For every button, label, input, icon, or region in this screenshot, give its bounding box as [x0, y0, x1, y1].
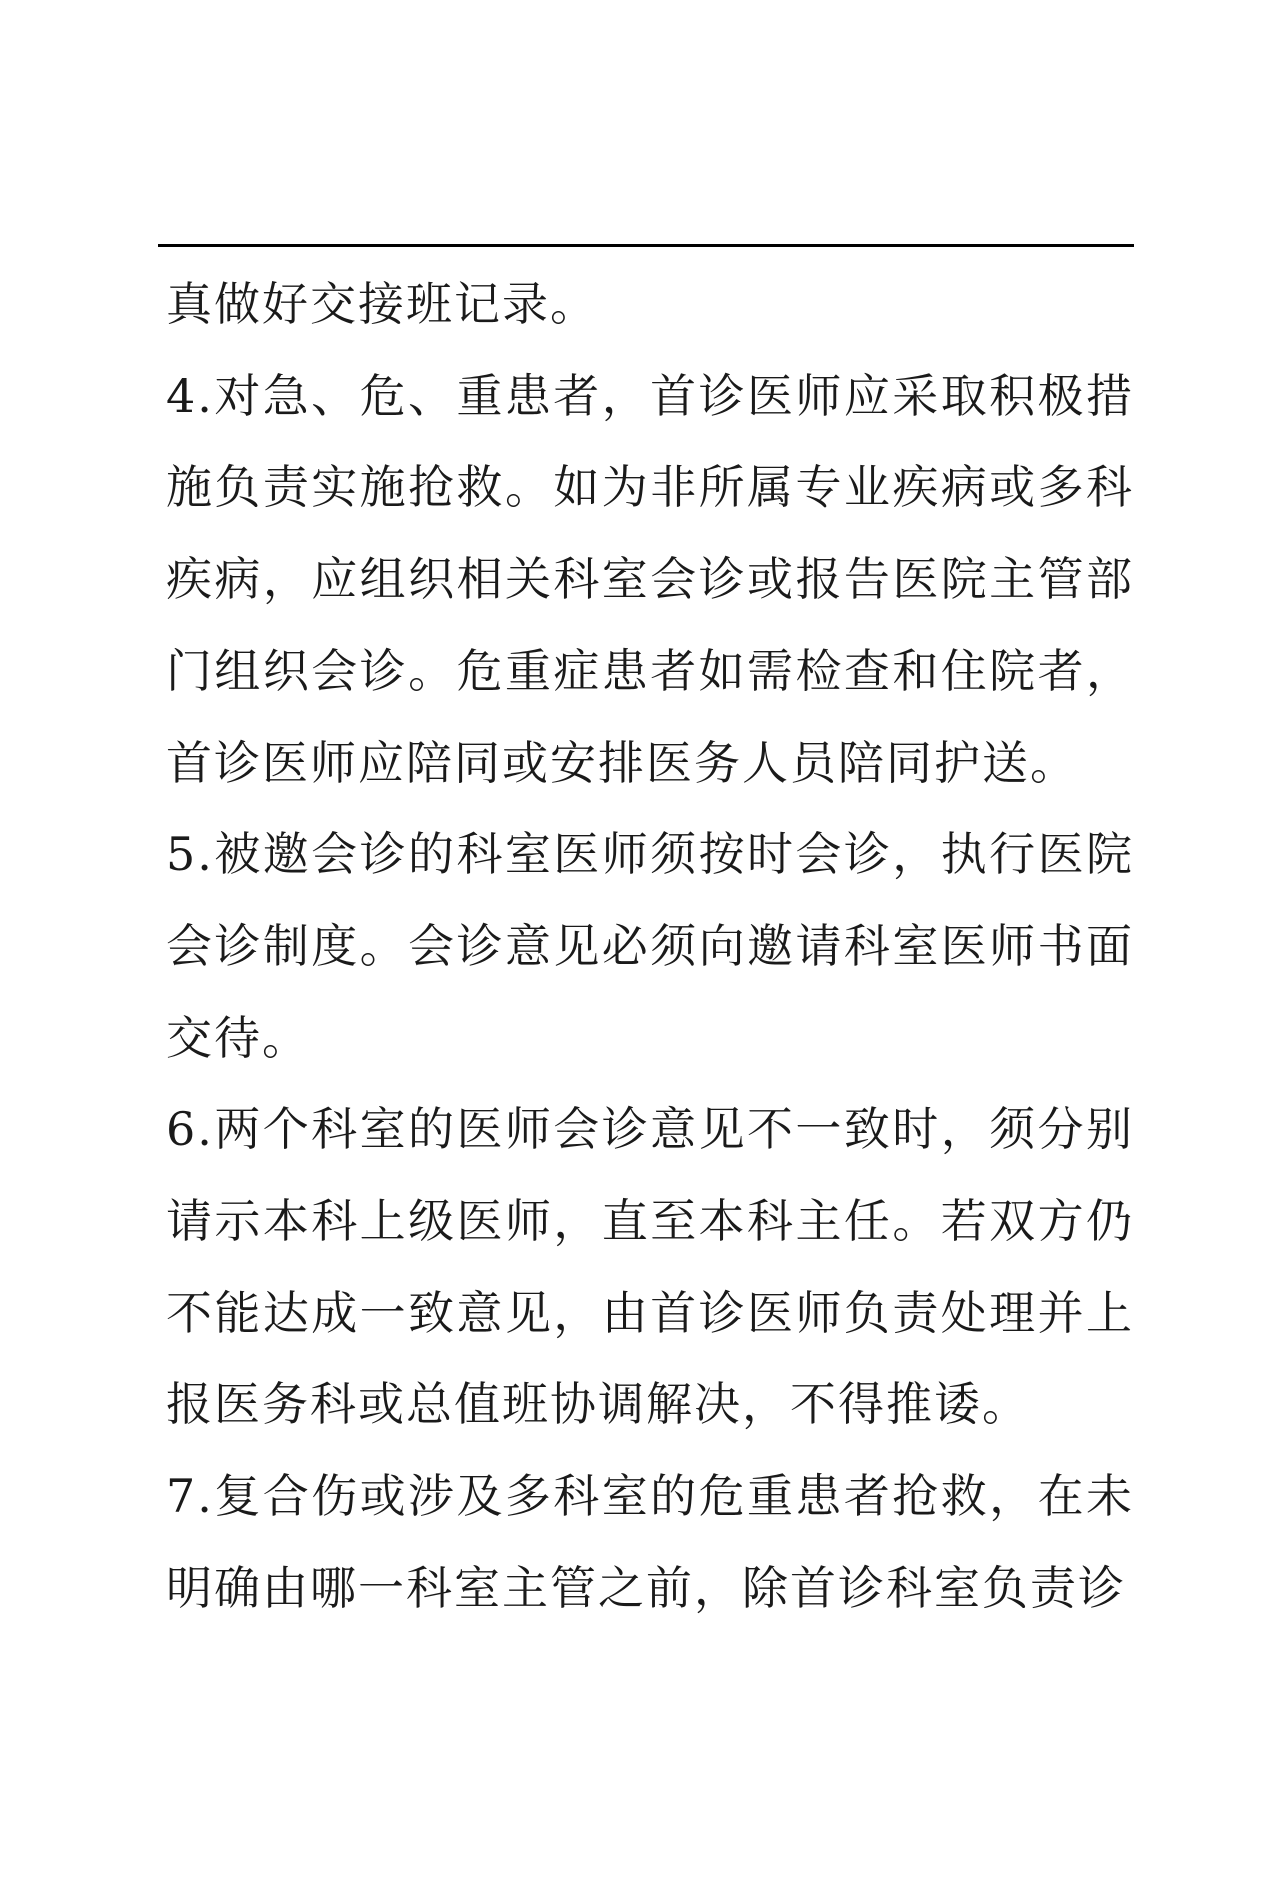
paragraph-item-4: 4.对急、危、重患者，首诊医师应采取积极措施负责实施抢救。如为非所属专业疾病或多科疾病，应组织相关科室会诊或报告医院主管部门组织会诊。危重症患者如需检查和住院者，首诊医师应陪同或安排医务人员陪同护送。	[166, 368, 1134, 790]
paragraph-item-7: 7.复合伤或涉及多科室的危重患者抢救，在未明确由哪一科室主管之前，除首诊科室负责诊	[166, 1469, 1134, 1615]
header-rule	[158, 244, 1134, 247]
paragraph-item-5: 5.被邀会诊的科室医师须按时会诊，执行医院会诊制度。会诊意见必须向邀请科室医师书面交待。	[166, 827, 1134, 1065]
document-body	[166, 259, 1134, 1635]
paragraph-continuation: 真做好交接班记录。	[166, 277, 598, 331]
paragraph-item-6: 6.两个科室的医师会诊意见不一致时，须分别请示本科上级医师，直至本科主任。若双方仍不能达成一致意见，由首诊医师负责处理并上报医务科或总值班协调解决，不得推诿。	[166, 1102, 1134, 1432]
